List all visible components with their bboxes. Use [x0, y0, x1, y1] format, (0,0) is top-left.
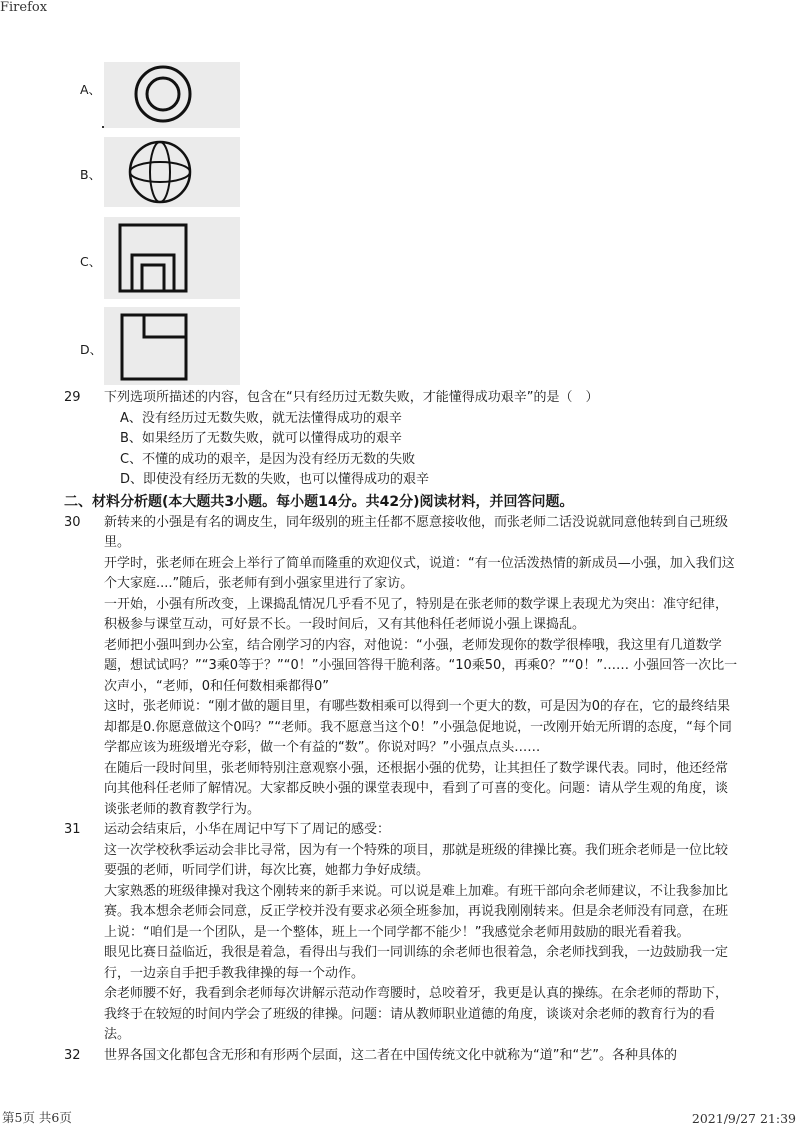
outer-rectangle: [120, 225, 186, 291]
stray-mark: [102, 126, 104, 128]
question-number: 30: [64, 514, 81, 530]
paragraph: 老师把小强叫到办公室，结合刚学习的内容，对他说：“小强，老师发现你的数学很棒哦，我这里有几道数学题，想试试吗？”“3乘0等于？”“0！”小强回答得干脆利落。“10乘50，再乘0？”“0！”…… 小强回答一次比一次声小，“老师，0和任何数相乘都得0”: [104, 637, 738, 694]
concentric-circles-drawing: [104, 62, 240, 128]
nested-rectangles-drawing: [104, 217, 240, 299]
option-b-label: B、: [80, 167, 102, 182]
choice-a: A、没有经历过无数失败，就无法懂得成功的艰辛: [120, 410, 402, 426]
sphere-vertical-ellipse: [150, 142, 170, 202]
figure-d-square: [104, 307, 240, 385]
choice-c: C、不懂的成功的艰辛，是因为没有经历无数的失败: [120, 451, 416, 467]
inner-rectangle: [142, 265, 164, 291]
question-29: [0, 388, 800, 409]
option-a-label: A、: [80, 82, 102, 97]
question-number: 32: [64, 1047, 81, 1063]
outer-square: [122, 315, 186, 379]
paragraph: 这时，张老师说：“刚才做的题目里，有哪些数相乘可以得到一个更大的数，可是因为0的存在，它的最终结果却都是0.你愿意做这个0吗？”“老师。我不愿意当这个0！”小强急促地说，一改刚开始无所谓的态度，“每个同学都应该为班级增光夺彩，做一个有益的“数”。你说对吗？”小强点点头……: [104, 699, 732, 755]
paragraph: 眼见比赛日益临近，我很是着急，看得出与我们一同训练的余老师也很着急，余老师找到我，一边鼓励我一定行，一边亲自手把手教我律操的每一个动作。: [104, 945, 729, 981]
question-number: 31: [64, 822, 81, 837]
question-31: [0, 820, 800, 1046]
question-32: [0, 1046, 800, 1067]
sphere-outline: [130, 142, 190, 202]
page-indicator: 第5页 共6页: [2, 1110, 72, 1125]
middle-rectangle: [132, 255, 174, 291]
inner-circle: [147, 78, 179, 110]
paragraph: 余老师腰不好，我看到余老师每次讲解示范动作弯腰时，总咬着牙，我更是认真的操练。在余老师的帮助下，我终于在较短的时间内学会了班级的律操。问题：请从教师职业道德的角度，谈谈对余老师的教育行为的看法。: [104, 986, 729, 1042]
exam-content: [0, 388, 800, 1066]
paragraph: 大家熟悉的班级律操对我这个刚转来的新手来说。可以说是难上加难。有班干部向余老师建议，不让我参加比赛。我本想余老师会同意，反正学校并没有要求必须全班参加，再说我刚刚转来。但是余老师没有同意，在班上说：“咱们是一个团队，是一个整体，班上一个同学都不能少！”我感觉余老师用鼓励的眼光看着我。: [104, 883, 729, 940]
option-d-label: D、: [80, 342, 103, 357]
question-stem: 下列选项所描述的内容，包含在“只有经历过无数失败，才能懂得成功艰辛”的是（ ）: [104, 390, 599, 405]
paragraph: 开学时，张老师在班会上举行了简单而隆重的欢迎仪式，说道：“有一位活泼热情的新成员—小强，加入我们这个大家庭....”随后，张老师有到小强家里进行了家访。: [104, 555, 735, 591]
section-heading: 二、材料分析题(本大题共3小题。每小题14分。共42分)阅读材料，并回答问题。: [64, 493, 574, 510]
browser-title: Firefox: [0, 0, 48, 15]
paragraph: 一开始，小强有所改变，上课捣乱情况几乎看不见了，特别是在张老师的数学课上表现尤为突出：准守纪律，积极参与课堂互动，可好景不长。一段时间后，又有其他科任老师说小强上课捣乱。: [104, 596, 729, 632]
inner-corner-line: [144, 315, 186, 337]
figure-b-sphere: [104, 137, 240, 207]
figure-c-nested-rectangles: [104, 217, 240, 299]
choice-d: D、即使没有经历无数的失败，也可以懂得成功的艰辛: [120, 472, 430, 487]
choice-b: B、如果经历了无数失败，就可以懂得成功的艰辛: [120, 431, 402, 446]
paragraph: 这一次学校秋季运动会非比寻常，因为有一个特殊的项目，那就是班级的律操比赛。我们班余老师是一位比较要强的老师，听同学们讲，每次比赛，她都力争好成绩。: [104, 842, 729, 878]
question-number: 29: [64, 390, 81, 405]
paragraph: 新转来的小强是有名的调皮生，同年级别的班主任都不愿意接收他，而张老师二话没说就同意他转到自己班级里。: [104, 514, 729, 550]
paragraph: 运动会结束后，小华在周记中写下了周记的感受：: [104, 822, 391, 837]
question-30: [0, 513, 800, 821]
figure-a-concentric-circles: [104, 62, 240, 128]
paragraph: 在随后一段时间里，张老师特别注意观察小强，还根据小强的优势，让其担任了数学课代表。同时，他还经常向其他科任老师了解情况。大家都反映小强的课堂表现中，看到了可喜的变化。问题：请从学生观的角度，谈谈张老师的教育教学行为。: [104, 760, 729, 817]
sphere-horizontal-ellipse: [130, 162, 190, 182]
sphere-drawing: [104, 137, 240, 207]
print-timestamp: 2021/9/27 21:39: [691, 1111, 796, 1126]
square-drawing: [104, 307, 240, 385]
outer-circle: [136, 67, 190, 121]
paragraph: 世界各国文化都包含无形和有形两个层面，这二者在中国传统文化中就称为“道”和“艺”。各种具体的: [104, 1047, 677, 1063]
option-c-label: C、: [80, 254, 102, 269]
